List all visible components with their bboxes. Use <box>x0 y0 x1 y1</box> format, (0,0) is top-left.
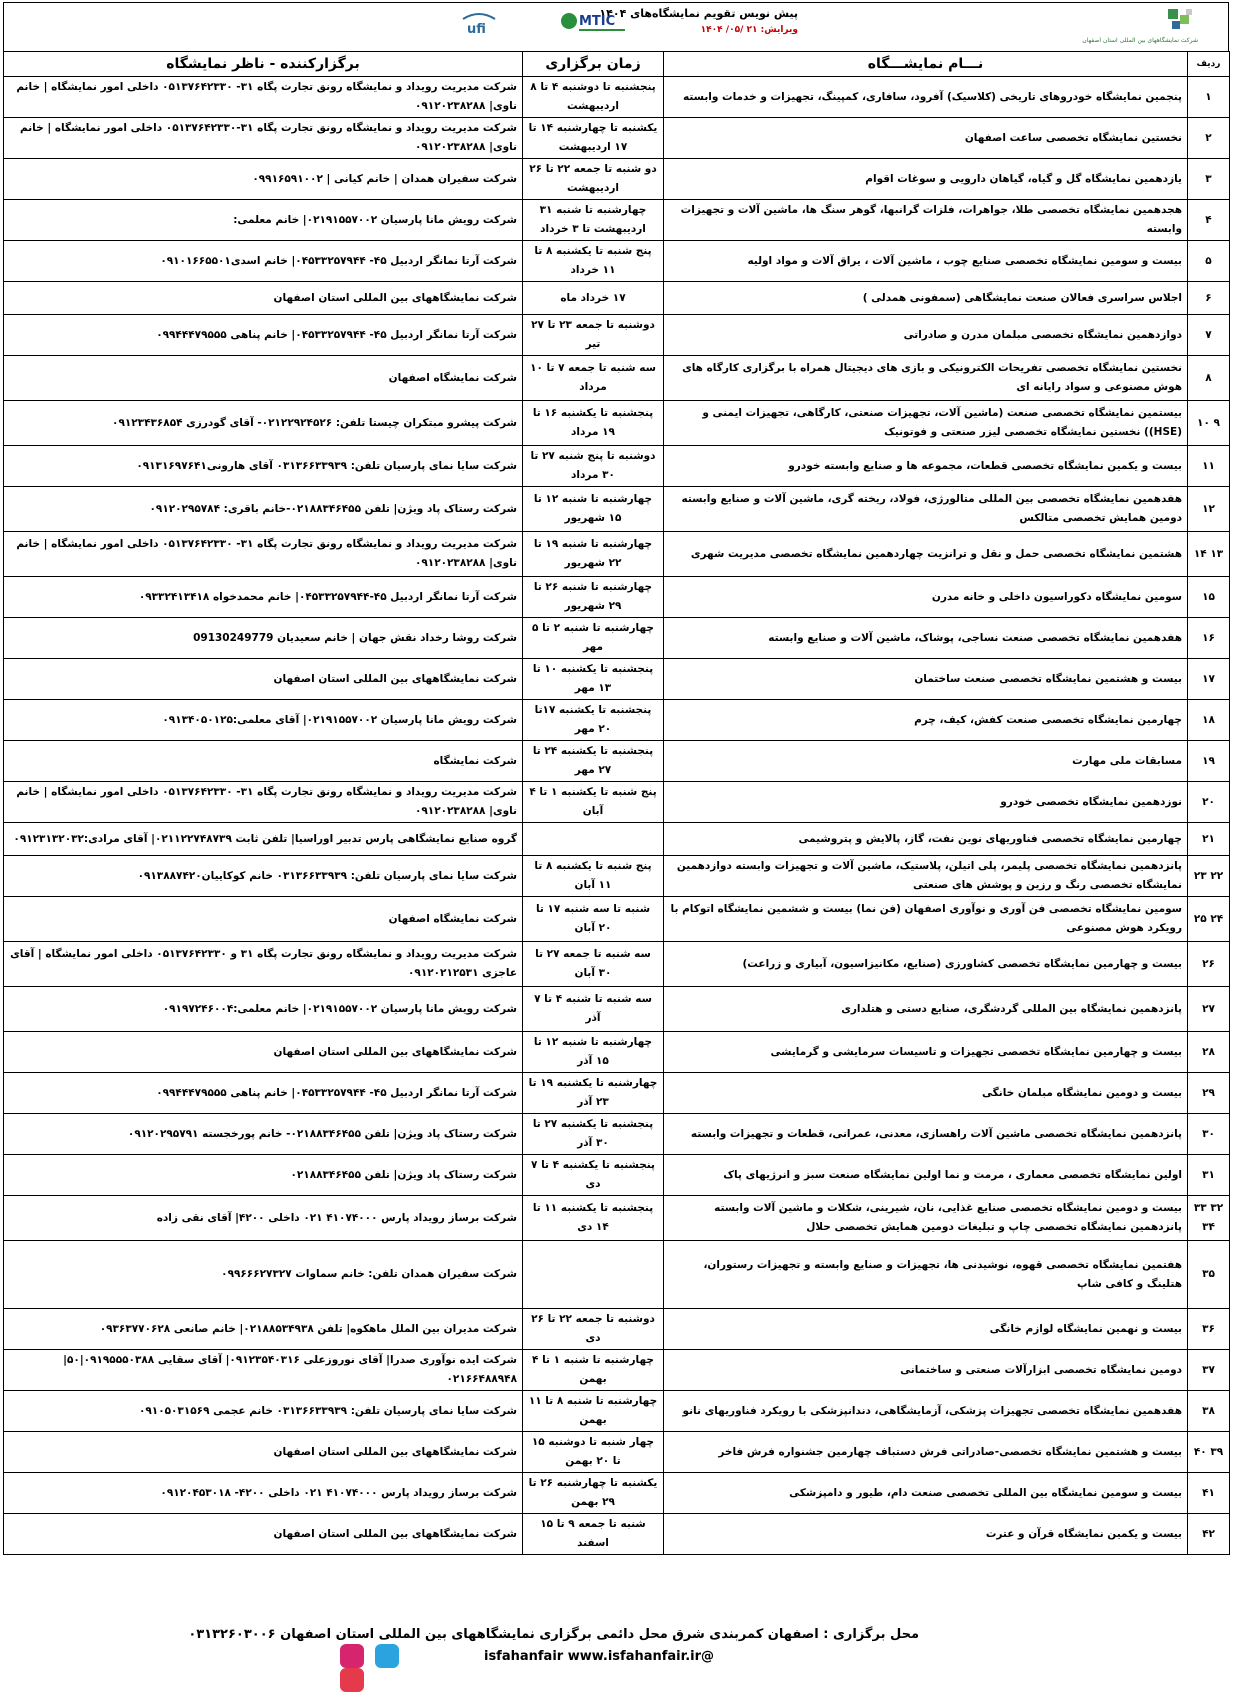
exhibition-name: سومین نمایشگاه تخصصی فن آوری و نوآوری اصفهان (فن نما) بیست و ششمین نمایشگاه اتوکام با رویکرد هوش مصنوعی <box>664 897 1188 942</box>
exhibition-name: بیست و سومین نمایشگاه بین المللی تخصصی صنعت دام، طیور و دامپزشکی <box>664 1473 1188 1514</box>
table-row <box>4 532 1230 577</box>
org-logo <box>1068 7 1198 47</box>
row-number: ۳۶ <box>1188 1309 1230 1350</box>
calendar-title: پیش نویس تقویم نمایشگاه‌های ۱۴۰۴ <box>599 7 798 20</box>
row-number: ۸ <box>1188 356 1230 401</box>
mtic-logo-icon <box>559 9 629 39</box>
exhibition-name: هفدهمین نمایشگاه تخصصی صنعت نساجی، پوشاک، ماشین آلات و صنایع وابسته <box>664 618 1188 659</box>
exhibition-date: پنج شنبه تا یکشنبه ۸ تا ۱۱ خرداد <box>523 241 664 282</box>
table-row <box>4 241 1230 282</box>
exhibition-organizer: شرکت نمایشگاههای بین المللی استان اصفهان <box>4 659 523 700</box>
exhibition-name: پانزدهمین نمایشگاه تخصصی پلیمر، پلی اتیلن، پلاستیک، ماشین آلات و تجهیزات وابسته دوازدهمین نمایشگاه تخصصی رنگ و رزین و پوشش های صنعتی <box>664 856 1188 897</box>
exhibition-date: چهارشنبه تا شنبه ۱۹ تا ۲۲ شهریور <box>523 532 664 577</box>
exhibition-organizer: شرکت روشا رخداد نقش جهان | خانم سعیدیان 09130249779 <box>4 618 523 659</box>
row-number: ۲۸ <box>1188 1032 1230 1073</box>
exhibition-organizer: شرکت نمایشگاه اصفهان <box>4 356 523 401</box>
row-number: ۳۸ <box>1188 1391 1230 1432</box>
row-number: ۱۱ <box>1188 446 1230 487</box>
exhibition-name: سومین نمایشگاه دکوراسیون داخلی و خانه مدرن <box>664 577 1188 618</box>
row-number: ۳۲ ۳۳ ۳۴ <box>1188 1196 1230 1241</box>
exhibition-organizer: شرکت سایا نمای پارسیان تلفن: ۰۳۱۳۶۶۳۳۹۳۹ خانم عجمی ۰۹۱۰۵۰۳۱۵۶۹ <box>4 1391 523 1432</box>
exhibition-date: پنجشنبه تا یکشنبه ۱۱ تا ۱۴ دی <box>523 1196 664 1241</box>
table-row <box>4 897 1230 942</box>
table-row <box>4 577 1230 618</box>
table-row <box>4 741 1230 782</box>
exhibition-organizer: شرکت مدیریت رویداد و نمایشگاه رونق تجارت پگاه ۳۱- ۰۵۱۳۷۶۴۲۳۳۰ داخلی امور نمایشگاه | خانم ناوی| ۰۹۱۲۰۲۳۸۲۸۸ <box>4 782 523 823</box>
exhibition-date: چهارشنبه تا شنبه ۸ تا ۱۱ بهمن <box>523 1391 664 1432</box>
table-body <box>4 77 1230 1555</box>
row-number: ۱۸ <box>1188 700 1230 741</box>
exhibition-date: چهارشنبه تا شنبه ۱۲ تا ۱۵ شهریور <box>523 487 664 532</box>
telegram-icon[interactable] <box>375 1644 399 1668</box>
row-number: ۳۹ ۴۰ <box>1188 1432 1230 1473</box>
table-row <box>4 446 1230 487</box>
exhibition-date: چهارشنبه تا شنبه ۳۱ اردیبهشت تا ۳ خرداد <box>523 200 664 241</box>
exhibition-name: بیست و دومین نمایشگاه مبلمان خانگی <box>664 1073 1188 1114</box>
ufi-logo-text: ufi <box>467 22 486 37</box>
exhibition-date <box>523 823 664 856</box>
table-row <box>4 942 1230 987</box>
exhibition-date: دوشنبه تا جمعه ۲۲ تا ۲۶ دی <box>523 1309 664 1350</box>
exhibition-date: چهارشنبه تا یکشنبه ۱۹ تا ۲۳ آذر <box>523 1073 664 1114</box>
exhibition-name: یازدهمین نمایشگاه گل و گیاه، گیاهان دارویی و سوغات اقوام <box>664 159 1188 200</box>
exhibition-date: سه شنبه تا جمعه ۷ تا ۱۰ مرداد <box>523 356 664 401</box>
exhibition-organizer: شرکت مدیریت رویداد و نمایشگاه رونق تجارت پگاه ۳۱-۰۵۱۳۷۶۴۲۳۳۰ داخلی امور نمایشگاه | خانم ناوی| ۰۹۱۲۰۲۳۸۲۸۸ <box>4 118 523 159</box>
exhibition-name: بیست و یکمین نمایشگاه قرآن و عترت <box>664 1514 1188 1555</box>
exhibition-organizer: شرکت آرتا نمانگر اردبیل ۴۵- ۰۴۵۳۳۲۵۷۹۴۴| خانم پناهی ۰۹۹۴۴۴۷۹۵۵۵ <box>4 315 523 356</box>
row-number: ۴۲ <box>1188 1514 1230 1555</box>
exhibition-name: بیست و نهمین نمایشگاه لوازم خانگی <box>664 1309 1188 1350</box>
exhibition-organizer: شرکت آرتا نمانگر اردبیل ۴۵- ۰۴۵۳۳۲۵۷۹۴۴| خانم اسدی۰۹۱۰۱۶۶۵۵۰۱ <box>4 241 523 282</box>
table-row <box>4 1432 1230 1473</box>
exhibition-organizer: شرکت نمایشگاه <box>4 741 523 782</box>
exhibition-name: هفدهمین نمایشگاه تخصصی تجهیزات پزشکی، آزمایشگاهی، دندانپزشکی با رویکرد فناوریهای نانو <box>664 1391 1188 1432</box>
table-row <box>4 618 1230 659</box>
row-number: ۶ <box>1188 282 1230 315</box>
row-number: ۱ <box>1188 77 1230 118</box>
exhibition-calendar-sheet <box>3 2 1229 1555</box>
table-row <box>4 1350 1230 1391</box>
exhibition-date: شنبه تا جمعه ۹ تا ۱۵ اسفند <box>523 1514 664 1555</box>
table-header-row <box>4 52 1230 77</box>
exhibition-organizer: شرکت سایا نمای پارسیان تلفن: ۰۳۱۳۶۶۳۳۹۳۹ آقای هارونی۰۹۱۳۱۶۹۷۶۴۱ <box>4 446 523 487</box>
row-number: ۳ <box>1188 159 1230 200</box>
exhibition-organizer: شرکت آرتا نمانگر اردبیل ۴۵-۰۴۵۳۳۲۵۷۹۴۴| خانم محمدخواه ۰۹۳۳۲۴۱۳۴۱۸ <box>4 577 523 618</box>
exhibition-organizer: گروه صنایع نمایشگاهی پارس تدبیر اوراسیا| تلفن ثابت ۰۲۱۱۲۲۷۴۸۷۳۹| آقای مرادی:۰۹۱۲۳۱۳۲۰۳۲ <box>4 823 523 856</box>
exhibition-name: بیست و چهارمین نمایشگاه تخصصی تجهیزات و تاسیسات سرمایشی و گرمایشی <box>664 1032 1188 1073</box>
sheet-header <box>3 2 1229 51</box>
table-row <box>4 1032 1230 1073</box>
exhibition-date: سه شنبه تا جمعه ۲۷ تا ۳۰ آبان <box>523 942 664 987</box>
exhibition-organizer: شرکت مدیریت رویداد و نمایشگاه رونق تجارت پگاه ۳۱- ۰۵۱۳۷۶۴۲۳۳۰ داخلی امور نمایشگاه | خانم ناوی| ۰۹۱۲۰۲۳۸۲۸۸ <box>4 77 523 118</box>
row-number: ۲۹ <box>1188 1073 1230 1114</box>
table-row <box>4 1114 1230 1155</box>
row-number: ۳۰ <box>1188 1114 1230 1155</box>
exhibition-name: پنجمین نمایشگاه خودروهای تاریخی (کلاسیک) آفرود، سافاری، کمپینگ، تجهیزات و خدمات وابسته <box>664 77 1188 118</box>
exhibition-date: چهارشنبه تا شنبه ۱ تا ۴ بهمن <box>523 1350 664 1391</box>
exhibition-organizer: شرکت نمایشگاههای بین المللی استان اصفهان <box>4 1432 523 1473</box>
row-number: ۲۲ ۲۳ <box>1188 856 1230 897</box>
row-number: ۴ <box>1188 200 1230 241</box>
table-row <box>4 282 1230 315</box>
exhibition-date: پنجشنبه تا یکشنبه ۱۰ تا ۱۳ مهر <box>523 659 664 700</box>
social-icons <box>340 1644 440 1670</box>
row-number: ۹ ۱۰ <box>1188 401 1230 446</box>
mtic-logo <box>559 9 629 39</box>
row-number: ۱۲ <box>1188 487 1230 532</box>
exhibition-organizer: شرکت برساز رویداد پارس ۴۱۰۷۴۰۰۰ ۰۲۱ داخلی ۴۲۰۰- ۰۹۱۲۰۴۵۳۰۱۸ <box>4 1473 523 1514</box>
row-number: ۴۱ <box>1188 1473 1230 1514</box>
exhibition-date <box>523 1241 664 1309</box>
ufi-logo <box>459 9 499 41</box>
exhibition-name: نخستین نمایشگاه تخصصی ساعت اصفهان <box>664 118 1188 159</box>
row-number: ۲۱ <box>1188 823 1230 856</box>
col-header-exhibition-name: نـــام نمایشـــگاه <box>664 52 1188 77</box>
exhibition-date: دوشنبه تا پنج شنبه ۲۷ تا ۳۰ مرداد <box>523 446 664 487</box>
exhibition-date: پنجشنبه تا یکشنبه ۱۶ تا ۱۹ مرداد <box>523 401 664 446</box>
table-row <box>4 1309 1230 1350</box>
exhibition-organizer: شرکت سفیران همدان | خانم کیانی | ۰۹۹۱۶۵۹۱۰۰۲ <box>4 159 523 200</box>
org-name: شرکت نمایشگاههای بین المللی استان اصفهان <box>1082 37 1198 44</box>
exhibition-name: بیست و سومین نمایشگاه تخصصی صنایع چوب ، ماشین آلات ، یراق آلات و مواد اولیه <box>664 241 1188 282</box>
table-row <box>4 782 1230 823</box>
table-row <box>4 118 1230 159</box>
exhibition-name: مسابقات ملی مهارت <box>664 741 1188 782</box>
table-row <box>4 200 1230 241</box>
exhibition-organizer: شرکت برساز رویداد پارس ۴۱۰۷۴۰۰۰ ۰۲۱ داخلی ۴۲۰۰| آقای نقی زاده <box>4 1196 523 1241</box>
exhibition-name: بیستمین نمایشگاه تخصصی صنعت (ماشین آلات، تجهیزات صنعتی، کارگاهی، تجهیزات ایمنی و (HSE)) نخستین نمایشگاه تخصصی لیزر صنعتی و فوتونیک <box>664 401 1188 446</box>
exhibition-name: دومین نمایشگاه تخصصی ابزارآلات صنعتی و ساختمانی <box>664 1350 1188 1391</box>
exhibition-date: یکشنبه تا چهارشنبه ۱۴ تا ۱۷ اردیبهشت <box>523 118 664 159</box>
row-number: ۱۶ <box>1188 618 1230 659</box>
exhibition-organizer: شرکت سفیران همدان تلفن: خانم سماوات ۰۹۹۶۶۶۲۷۳۲۷ <box>4 1241 523 1309</box>
mtic-logo-text: MTIC <box>579 14 616 29</box>
exhibition-organizer: شرکت مدیریت رویداد و نمایشگاه رونق تجارت پگاه ۳۱- ۰۵۱۳۷۶۴۲۳۳۰ داخلی امور نمایشگاه | خانم ناوی| ۰۹۱۲۰۲۳۸۲۸۸ <box>4 532 523 577</box>
exhibition-organizer: شرکت مدیران بین الملل ماهکوه| تلفن ۰۲۱۸۸۵۳۴۹۳۸| خانم صانعی ۰۹۳۶۳۷۷۰۶۲۸ <box>4 1309 523 1350</box>
table-row <box>4 356 1230 401</box>
exhibition-organizer: شرکت آرتا نمانگر اردبیل ۴۵- ۰۴۵۳۳۲۵۷۹۴۴| خانم پناهی ۰۹۹۴۴۴۷۹۵۵۵ <box>4 1073 523 1114</box>
col-header-date: زمان برگزاری <box>523 52 664 77</box>
row-number: ۵ <box>1188 241 1230 282</box>
org-logo-icon <box>1164 7 1198 35</box>
exhibition-organizer: شرکت مدیریت رویداد و نمایشگاه رونق تجارت پگاه ۳۱ و ۰۵۱۳۷۶۴۲۳۳۰ داخلی امور نمایشگاه | آقای عاجزی ۰۹۱۲۰۲۱۲۵۳۱ <box>4 942 523 987</box>
exhibition-organizer: شرکت پیشرو مبتکران چیستا تلفن: ۰۲۱۲۲۹۲۴۵۲۶- آقای گودرزی ۰۹۱۲۳۴۳۶۸۵۴ <box>4 401 523 446</box>
exhibition-date: پنجشنبه تا یکشنبه ۲۷ تا ۳۰ آذر <box>523 1114 664 1155</box>
table-row <box>4 159 1230 200</box>
exhibition-name: پانزدهمین نمایشگاه بین المللی گردشگری، صنایع دستی و هتلداری <box>664 987 1188 1032</box>
row-number: ۲۰ <box>1188 782 1230 823</box>
exhibition-organizer: شرکت نمایشگاههای بین المللی استان اصفهان <box>4 282 523 315</box>
exhibition-name: بیست و دومین نمایشگاه تخصصی صنایع غذایی، نان، شیرینی، شکلات و ماشین آلات وابسته پانزدهمین نمایشگاه تخصصی چاپ و تبلیغات دومین همایش تخصصی حلال <box>664 1196 1188 1241</box>
row-number: ۱۵ <box>1188 577 1230 618</box>
col-header-organizer: برگزارکننده - ناظر نمایشگاه <box>4 52 523 77</box>
row-number: ۱۷ <box>1188 659 1230 700</box>
exhibition-organizer: شرکت رویش مانا پارسیان ۰۲۱۹۱۵۵۷۰۰۲| خانم معلمی: <box>4 200 523 241</box>
exhibition-name: دوازدهمین نمایشگاه تخصصی مبلمان مدرن و صادراتی <box>664 315 1188 356</box>
table-row <box>4 700 1230 741</box>
table-row <box>4 1241 1230 1309</box>
row-number: ۲۴ ۲۵ <box>1188 897 1230 942</box>
exhibition-organizer: شرکت رستاک پاد ویژن| تلفن ۰۲۱۸۸۳۴۶۴۵۵- خانم پورخجسته ۰۹۱۲۰۲۹۵۷۹۱ <box>4 1114 523 1155</box>
row-number: ۲۶ <box>1188 942 1230 987</box>
exhibition-name: بیست و هشتمین نمایشگاه تخصصی-صادراتی فرش دستباف چهارمین جشنواره فرش فاخر <box>664 1432 1188 1473</box>
table-row <box>4 823 1230 856</box>
footer-venue: محل برگزاری : اصفهان کمربندی شرق محل دائمی برگزاری نمایشگاههای بین المللی استان اصفهان ۰۳۱۳۲۶۰۳۰۰۶ <box>188 1627 919 1642</box>
exhibition-date: شنبه تا سه شنبه ۱۷ تا ۲۰ آبان <box>523 897 664 942</box>
row-number: ۳۵ <box>1188 1241 1230 1309</box>
table-row <box>4 1155 1230 1196</box>
ufi-logo-icon <box>459 9 499 41</box>
exhibition-organizer: شرکت نمایشگاههای بین المللی استان اصفهان <box>4 1514 523 1555</box>
exhibition-name: نوزدهمین نمایشگاه تخصصی خودرو <box>664 782 1188 823</box>
exhibition-organizer: شرکت ایده نوآوری صدرا| آقای نوروزعلی ۰۹۱۲۳۵۴۰۳۱۶| آقای سقایی ۰۹۱۹۵۵۵۰۳۸۸|۵۰| ۰۲۱۶۶۴۸۸۹۴۸ <box>4 1350 523 1391</box>
exhibition-name: هفتمین نمایشگاه تخصصی قهوه، نوشیدنی ها، تجهیزات و صنایع وابسته و تجهیزات رستوران، هتلینگ و کافی شاپ <box>664 1241 1188 1309</box>
aparat-icon[interactable] <box>340 1668 364 1692</box>
table-row <box>4 1073 1230 1114</box>
exhibition-date: سه شنبه تا شنبه ۴ تا ۷ آذر <box>523 987 664 1032</box>
row-number: ۳۷ <box>1188 1350 1230 1391</box>
exhibition-name: نخستین نمایشگاه تخصصی تفریحات الکترونیکی و بازی های دیجیتال همراه با برگزاری کارگاه های هوش مصنوعی و سواد رایانه ای <box>664 356 1188 401</box>
row-number: ۲۷ <box>1188 987 1230 1032</box>
exhibition-table <box>3 51 1230 1555</box>
exhibition-date: یکشنبه تا چهارشنبه ۲۶ تا ۲۹ بهمن <box>523 1473 664 1514</box>
exhibition-organizer: شرکت نمایشگاه اصفهان <box>4 897 523 942</box>
table-row <box>4 659 1230 700</box>
exhibition-name: بیست و هشتمین نمایشگاه تخصصی صنعت ساختمان <box>664 659 1188 700</box>
exhibition-date: پنجشنبه تا یکشنبه ۲۴ تا ۲۷ مهر <box>523 741 664 782</box>
table-row <box>4 1473 1230 1514</box>
row-number: ۷ <box>1188 315 1230 356</box>
exhibition-date: چهارشنبه تا شنبه ۱۲ تا ۱۵ آذر <box>523 1032 664 1073</box>
exhibition-name: پانزدهمین نمایشگاه تخصصی ماشین آلات راهسازی، معدنی، عمرانی، قطعات و تجهیزات وابسته <box>664 1114 1188 1155</box>
exhibition-name: اولین نمایشگاه تخصصی معماری ، مرمت و نما اولین نمایشگاه صنعت سبز و انرژیهای پاک <box>664 1155 1188 1196</box>
row-number: ۱۳ ۱۴ <box>1188 532 1230 577</box>
table-row <box>4 77 1230 118</box>
table-row <box>4 315 1230 356</box>
calendar-version: ویرایش: ۲۱ /۰۵/ ۱۴۰۴ <box>700 25 798 35</box>
exhibition-date: ۱۷ خرداد ماه <box>523 282 664 315</box>
table-row <box>4 856 1230 897</box>
exhibition-organizer: شرکت سایا نمای پارسیان تلفن: ۰۳۱۳۶۶۳۳۹۳۹ خانم کوکاییان۰۹۱۳۸۸۷۴۲۰ <box>4 856 523 897</box>
exhibition-organizer: شرکت رستاک پاد ویژن| تلفن ۰۲۱۸۸۳۴۶۴۵۵-خانم باقری: ۰۹۱۲۰۲۹۵۷۸۴ <box>4 487 523 532</box>
table-row <box>4 987 1230 1032</box>
col-header-row-number: ردیف <box>1188 52 1230 77</box>
exhibition-organizer: شرکت رویش مانا پارسیان ۰۲۱۹۱۵۵۷۰۰۲| خانم معلمی:۰۹۱۹۷۲۴۶۰۰۴ <box>4 987 523 1032</box>
table-row <box>4 1514 1230 1555</box>
exhibition-date: دوشنبه تا جمعه ۲۳ تا ۲۷ تیر <box>523 315 664 356</box>
exhibition-name: هجدهمین نمایشگاه تخصصی طلا، جواهرات، فلزات گرانبها، گوهر سنگ ها، ماشین آلات و تجهیزات وابسته <box>664 200 1188 241</box>
exhibition-date: پنج شنبه تا یکشنبه ۱ تا ۴ آبان <box>523 782 664 823</box>
table-row <box>4 1391 1230 1432</box>
exhibition-name: هفدهمین نمایشگاه تخصصی بین المللی متالورژی، فولاد، ریخته گری، ماشین آلات و صنایع وابسته دومین همایش تخصصی متالکس <box>664 487 1188 532</box>
exhibition-date: پنجشنبه تا یکشنبه ۱۷تا ۲۰ مهر <box>523 700 664 741</box>
exhibition-organizer: شرکت رستاک پاد ویژن| تلفن ۰۲۱۸۸۳۴۶۴۵۵ <box>4 1155 523 1196</box>
exhibition-date: چهارشنبه تا شنبه ۲ تا ۵ مهر <box>523 618 664 659</box>
exhibition-name: هشتمین نمایشگاه تخصصی حمل و نقل و ترانزیت چهاردهمین نمایشگاه تخصصی مدیریت شهری <box>664 532 1188 577</box>
exhibition-name: چهارمین نمایشگاه تخصصی فناوریهای نوین نفت، گاز، پالایش و پتروشیمی <box>664 823 1188 856</box>
exhibition-date: چهارشنبه تا شنبه ۲۶ تا ۲۹ شهریور <box>523 577 664 618</box>
instagram-icon[interactable] <box>340 1644 364 1668</box>
exhibition-name: بیست و چهارمین نمایشگاه تخصصی کشاورزی (صنایع، مکانیزاسیون، آبیاری و زراعت) <box>664 942 1188 987</box>
exhibition-name: اجلاس سراسری فعالان صنعت نمایشگاهی (سمفونی همدلی ) <box>664 282 1188 315</box>
exhibition-date: پنجشنبه تا دوشنبه ۴ تا ۸ اردیبهشت <box>523 77 664 118</box>
exhibition-name: چهارمین نمایشگاه تخصصی صنعت کفش، کیف، چرم <box>664 700 1188 741</box>
footer-web: @isfahanfair www.isfahanfair.ir <box>483 1649 714 1664</box>
table-row <box>4 401 1230 446</box>
row-number: ۳۱ <box>1188 1155 1230 1196</box>
exhibition-date: پنج شنبه تا یکشنبه ۸ تا ۱۱ آبان <box>523 856 664 897</box>
exhibition-date: دو شنبه تا جمعه ۲۲ تا ۲۶ اردیبهشت <box>523 159 664 200</box>
exhibition-name: بیست و یکمین نمایشگاه تخصصی قطعات، مجموعه ها و صنایع وابسته خودرو <box>664 446 1188 487</box>
exhibition-date: چهار شنبه تا دوشنبه ۱۵ تا ۲۰ بهمن <box>523 1432 664 1473</box>
row-number: ۱۹ <box>1188 741 1230 782</box>
table-row <box>4 1196 1230 1241</box>
exhibition-organizer: شرکت نمایشگاههای بین المللی استان اصفهان <box>4 1032 523 1073</box>
row-number: ۲ <box>1188 118 1230 159</box>
exhibition-date: پنجشنبه تا یکشنبه ۴ تا ۷ دی <box>523 1155 664 1196</box>
exhibition-organizer: شرکت رویش مانا پارسیان ۰۲۱۹۱۵۵۷۰۰۲| آقای معلمی:۰۹۱۳۴۰۵۰۱۲۵ <box>4 700 523 741</box>
table-row <box>4 487 1230 532</box>
